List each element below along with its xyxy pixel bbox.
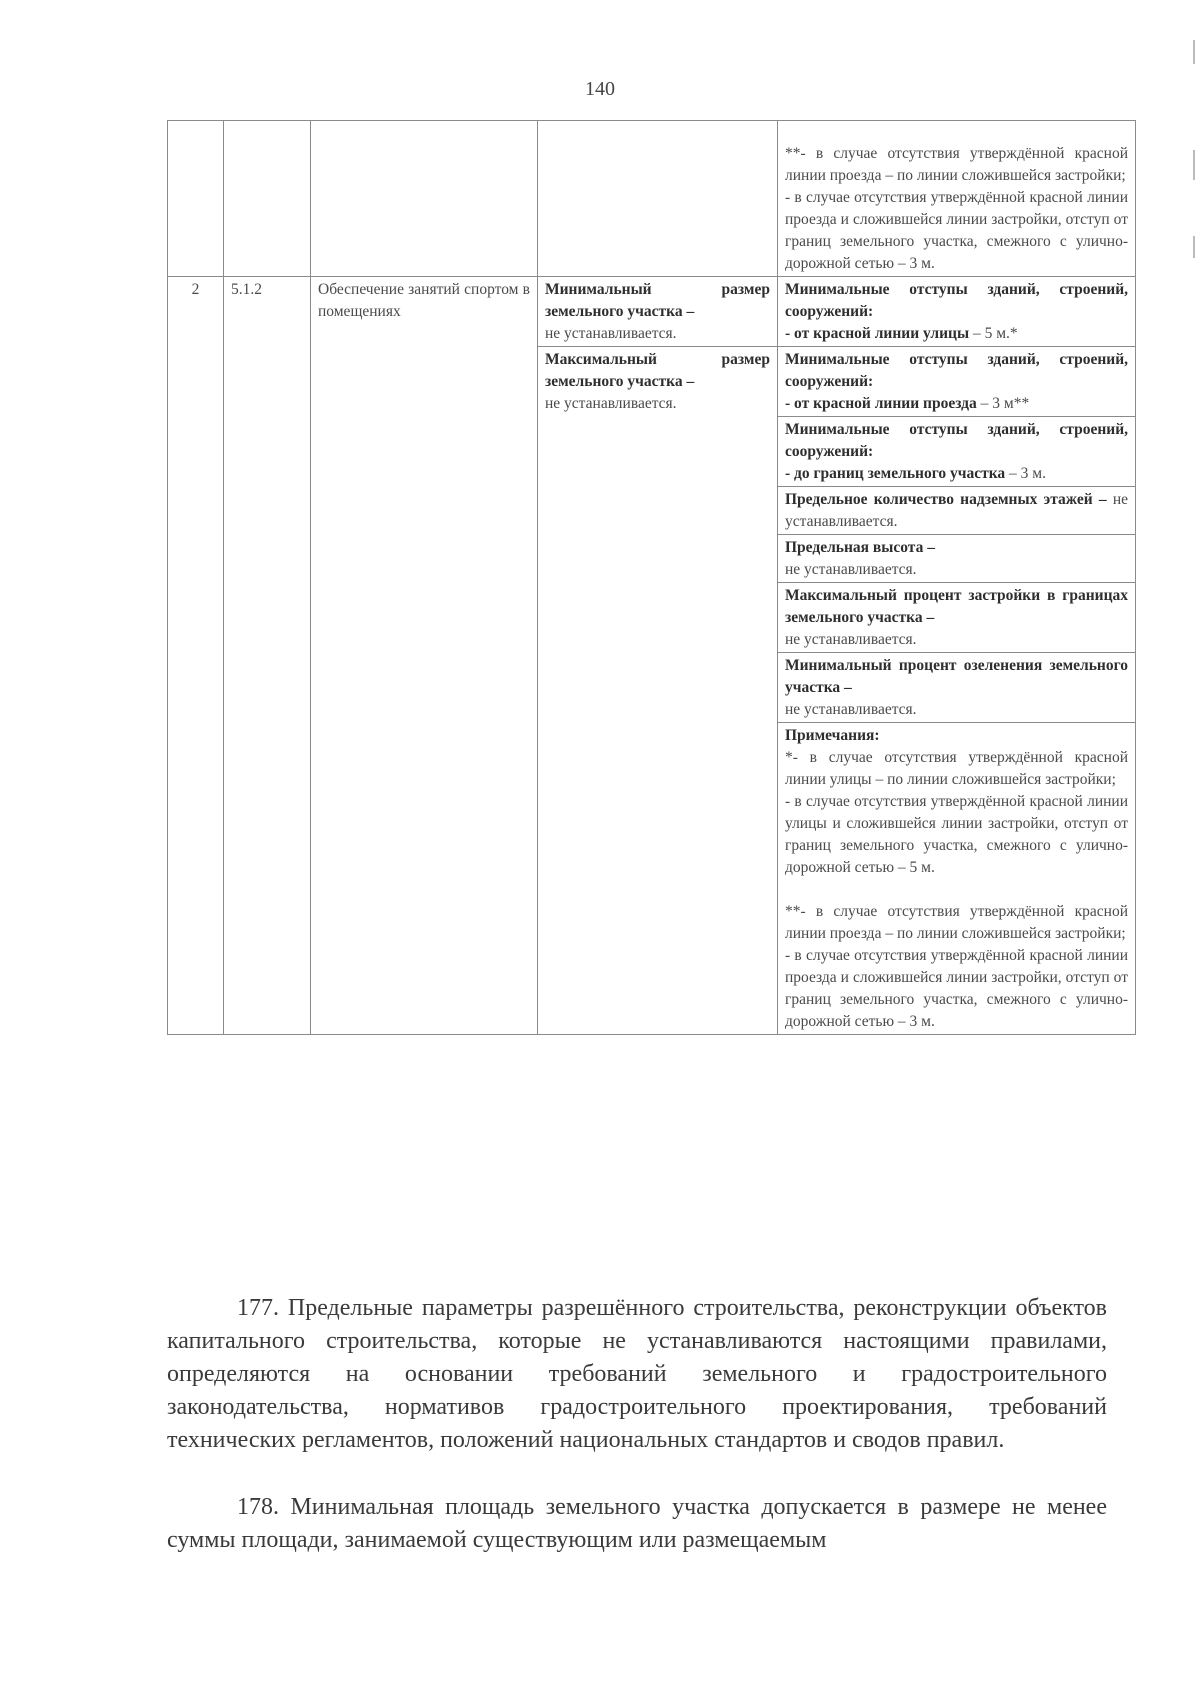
parameters-table [167, 120, 1136, 1035]
notes-cell [778, 723, 1136, 1035]
setback-boundary-detail: - до границ земельного участка [785, 465, 1006, 482]
floors-value: не устанавливается. [785, 491, 1128, 530]
note-star-2: **- в случае отсутствия утверждённой красной линии проезда – по линии сложившейся застройки; [785, 903, 1128, 942]
table-cell-name [311, 121, 538, 277]
note-spacer [785, 879, 1128, 901]
table-cell-num [168, 121, 224, 277]
coverage-cell [778, 583, 1136, 653]
setback-street-cell [778, 277, 1136, 347]
greening-value: не устанавливается. [785, 701, 917, 718]
max-plot-size-cell [538, 347, 778, 1035]
row-code: 5.1.2 [224, 277, 311, 1035]
table-row [168, 121, 1136, 277]
table-row [168, 277, 1136, 347]
max-plot-size-value: не устанавливается. [545, 395, 677, 412]
min-plot-size-cell [538, 277, 778, 347]
scan-edge-mark [1193, 150, 1195, 180]
paragraph-178: 178. Минимальная площадь земельного участка допускается в размере не менее суммы площади, занимаемой существующим или размещаемым [167, 1494, 1107, 1553]
table-cell-size [538, 121, 778, 277]
floors-cell [778, 487, 1136, 535]
table-cell-code [224, 121, 311, 277]
min-plot-size-label: Минимальный размер земельного участка – [545, 281, 770, 320]
note-dash-1: - в случае отсутствия утверждённой красной линии улицы и сложившейся линии застройки, отступ от границ земельного участка, смежного с улично-дорожной сетью – 5 м. [785, 793, 1128, 876]
coverage-label: Максимальный процент застройки в границах земельного участка – [785, 587, 1128, 626]
notes-title: Примечания: [785, 727, 880, 744]
max-plot-size-label: Максимальный размер земельного участка – [545, 351, 770, 390]
setback-driveway-detail: - от красной линии проезда [785, 395, 977, 412]
coverage-value: не устанавливается. [785, 631, 917, 648]
setback-boundary-label: Минимальные отступы зданий, строений, сооружений: [785, 421, 1128, 460]
row-use-name: Обеспечение занятий спортом в помещениях [311, 277, 538, 1035]
note-star-1: *- в случае отсутствия утверждённой красной линии улицы – по линии сложившейся застройки; [785, 749, 1128, 788]
row-number: 2 [168, 277, 224, 1035]
setback-street-label: Минимальные отступы зданий, строений, сооружений: [785, 281, 1128, 320]
note-dash-2: - в случае отсутствия утверждённой красной линии проезда и сложившейся линии застройки, отступ от границ земельного участка, смежного с улично-дорожной сетью – 3 м. [785, 947, 1128, 1030]
setback-boundary-cell [778, 417, 1136, 487]
height-label: Предельная высота – [785, 539, 935, 556]
setback-driveway-value: – 3 м** [976, 395, 1030, 412]
min-plot-size-value: не устанавливается. [545, 325, 677, 342]
setback-boundary-value: – 3 м. [1005, 465, 1046, 482]
setback-street-detail: - от красной линии улицы [785, 325, 970, 342]
note-star-2: **- в случае отсутствия утверждённой красной линии проезда – по линии сложившейся застройки; [785, 145, 1128, 184]
height-cell [778, 535, 1136, 583]
scan-edge-mark [1193, 236, 1195, 258]
greening-cell [778, 653, 1136, 723]
paragraph-177: 177. Предельные параметры разрешённого строительства, реконструкции объектов капитального строительства, которые не устанавливаются настоящими правилами, определяются на основании требований земельного и градостроительного законодательства, нормативов градостроительного проектирования, требований технических регламентов, положений национальных стандартов и сводов правил. [167, 1295, 1107, 1453]
greening-label: Минимальный процент озеленения земельного участка – [785, 657, 1128, 696]
floors-label: Предельное количество надземных этажей – [785, 491, 1107, 508]
setback-driveway-label: Минимальные отступы зданий, строений, сооружений: [785, 351, 1128, 390]
table-cell-notes-continued [778, 121, 1136, 277]
note-dash-2: - в случае отсутствия утверждённой красной линии проезда и сложившейся линии застройки, отступ от границ земельного участка, смежного с улично-дорожной сетью – 3 м. [785, 189, 1128, 272]
scan-edge-mark [1193, 40, 1195, 64]
page-number: 140 [585, 78, 615, 100]
setback-street-value: – 5 м.* [969, 325, 1018, 342]
height-value: не устанавливается. [785, 561, 917, 578]
setback-driveway-cell [778, 347, 1136, 417]
